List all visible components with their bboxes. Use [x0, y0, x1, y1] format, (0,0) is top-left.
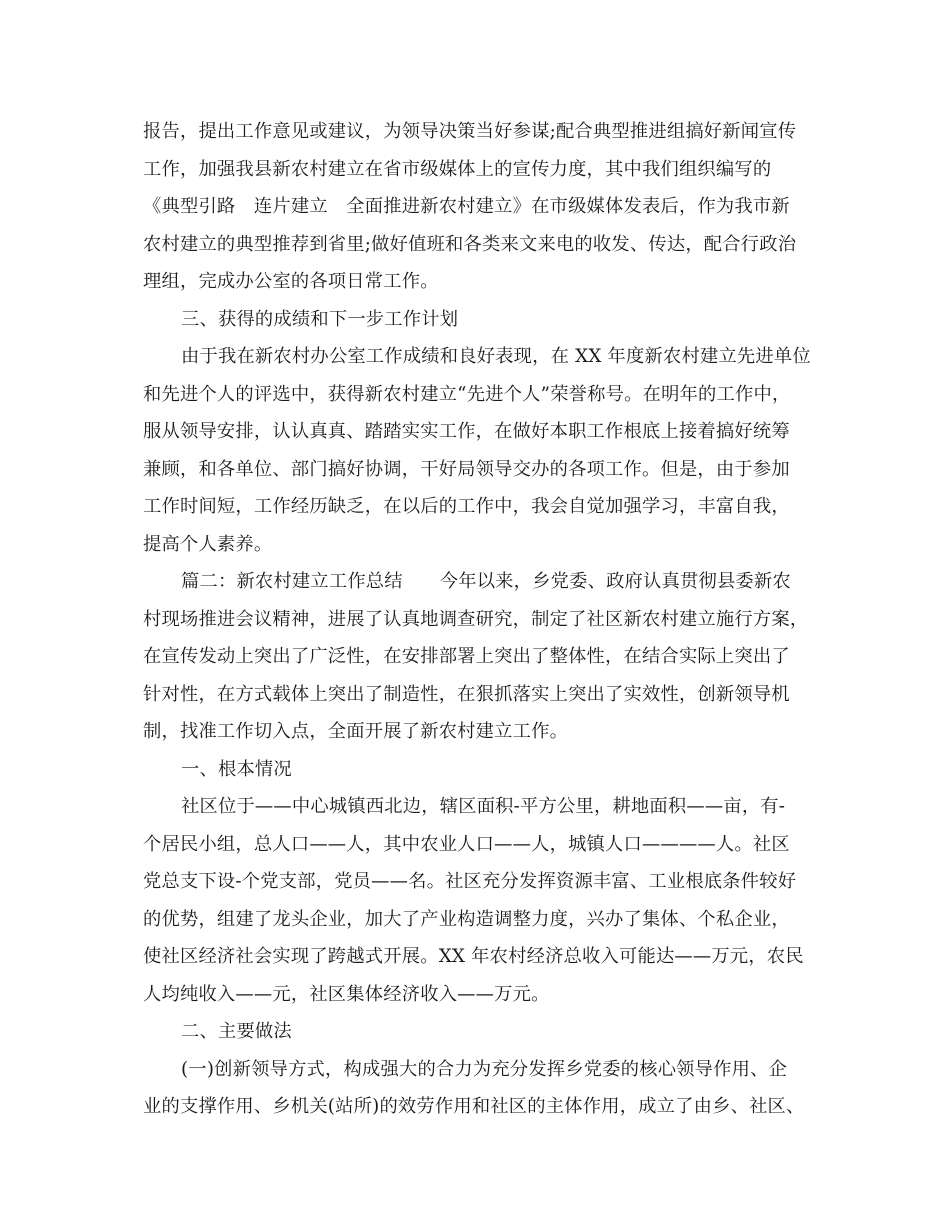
text-line: 报告，提出工作意见或建议，为领导决策当好参谋;配合典型推进组搞好新闻宣传 [143, 121, 797, 142]
text-line: 工作时间短，工作经历缺乏，在以后的工作中，我会自觉加强学习，丰富自我， [143, 496, 790, 517]
text-line: 一、根本情况 [181, 758, 292, 780]
text-line: 社区位于——中心城镇西北边，辖区面积-平方公里，耕地面积——亩，有- [181, 796, 786, 817]
text-line: 理组，完成办公室的各项日常工作。 [143, 271, 439, 292]
text-line: 党总支下设-个党支部，党员——名。社区充分发挥资源丰富、工业根底条件较好 [143, 871, 797, 892]
text-line: 个居民小组，总人口——人，其中农业人口——人，城镇人口————人。社区 [143, 833, 790, 855]
text-line: 和先进个人的评选中，获得新农村建立“先进个人”荣誉称号。在明年的工作中， [143, 383, 791, 405]
text-line: 业的支撑作用、乡机关(站所)的效劳作用和社区的主体作用，成立了由乡、社区、 [143, 1096, 805, 1117]
text-line: 人均纯收入——元，社区集体经济收入——万元。 [143, 983, 550, 1005]
text-line: 篇二：新农村建立工作总结 今年以来，乡党委、政府认真贯彻县委新农 [181, 571, 791, 592]
text-line: (一)创新领导方式，构成强大的合力为充分发挥乡党委的核心领导作用、企 [181, 1058, 788, 1080]
text-line: 服从领导安排，认认真真、踏踏实实工作，在做好本职工作根底上接着搞好统筹 [143, 421, 790, 442]
text-line: 村现场推进会议精神，进展了认真地调查研究，制定了社区新农村建立施行方案， [143, 608, 809, 630]
text-line: 三、获得的成绩和下一步工作计划 [181, 308, 459, 330]
text-line: 针对性，在方式载体上突出了制造性，在狠抓落实上突出了实效性，创新领导机 [143, 683, 790, 705]
text-line: 《典型引路 连片建立 全面推进新农村建立》在市级媒体发表后，作为我市新 [143, 196, 790, 217]
text-line: 使社区经济社会实现了跨越式开展。XX 年农村经济总收入可能达——万元，农民 [143, 946, 804, 967]
document-body [143, 113, 811, 1126]
text-line: 工作，加强我县新农村建立在省市级媒体上的宣传力度，其中我们组织编写的 [143, 158, 772, 180]
text-line: 农村建立的典型推荐到省里;做好值班和各类来文来电的收发、传达，配合行政治 [143, 233, 797, 255]
text-line: 制，找准工作切入点，全面开展了新农村建立工作。 [143, 721, 569, 742]
text-line: 兼顾，和各单位、部门搞好协调，干好局领导交办的各项工作。但是，由于参加 [143, 458, 790, 480]
text-line: 二、主要做法 [181, 1021, 292, 1042]
text-line: 提高个人素养。 [143, 533, 273, 555]
text-line: 在宣传发动上突出了广泛性，在安排部署上突出了整体性，在结合实际上突出了 [143, 646, 790, 667]
text-line: 的优势，组建了龙头企业，加大了产业构造调整力度，兴办了集体、个私企业， [143, 908, 790, 930]
text-line: 由于我在新农村办公室工作成绩和良好表现，在 XX 年度新农村建立先进单位 [181, 346, 811, 367]
